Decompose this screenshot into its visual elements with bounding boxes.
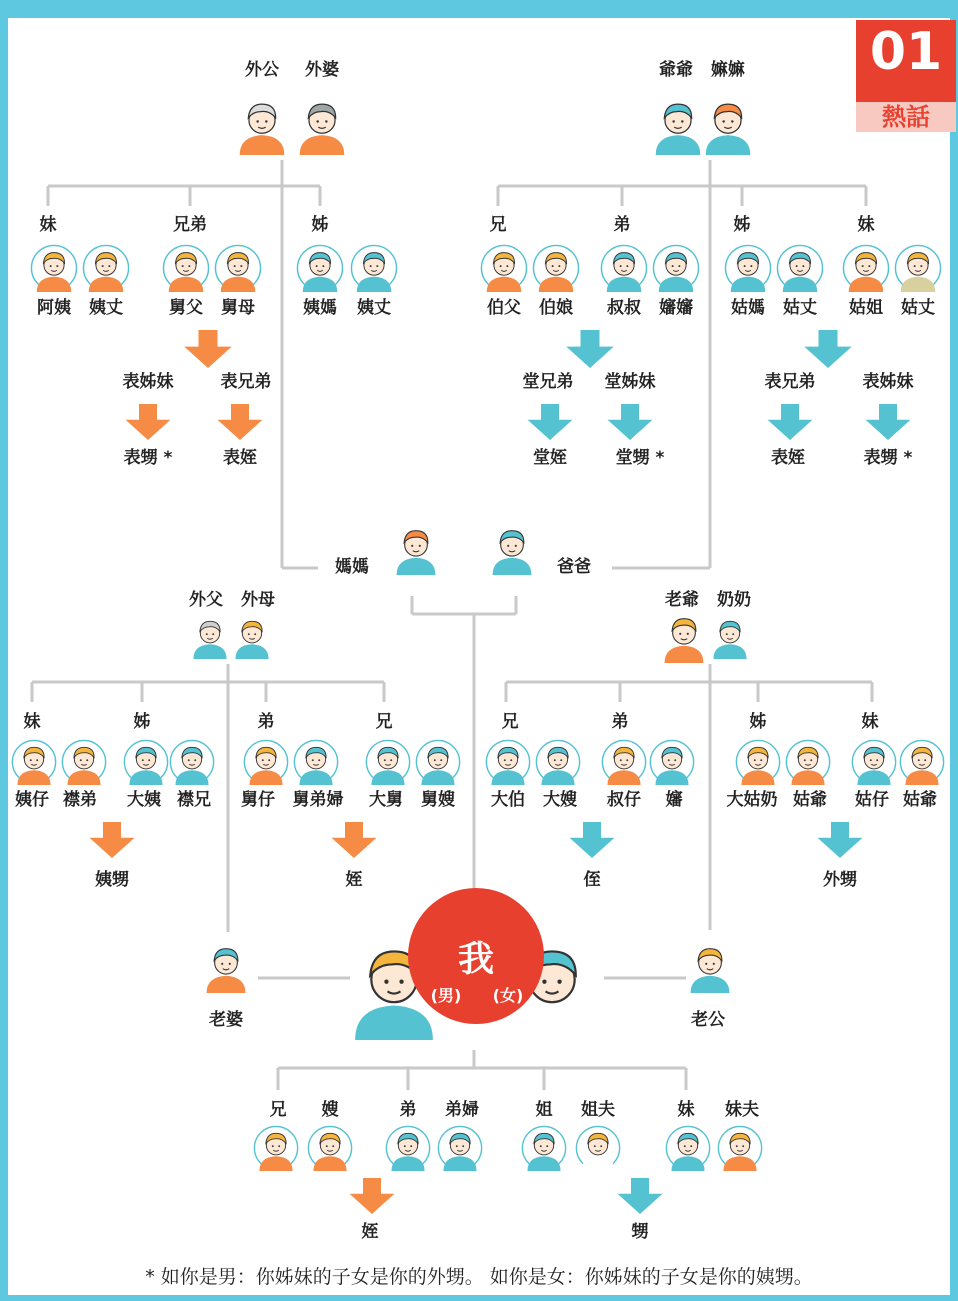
down-arrow-icon — [614, 1178, 666, 1214]
label-member: 姑丈 — [901, 298, 935, 318]
person-icon — [649, 739, 695, 785]
label-member: 姑仔 — [855, 790, 889, 810]
label-wife-mother: 外母 — [241, 590, 275, 610]
label-member: 舅仔 — [241, 790, 275, 810]
label-member: 姑媽 — [731, 298, 765, 318]
label-relation: 妹 — [23, 712, 41, 732]
person-icon — [697, 93, 759, 159]
person-icon — [162, 244, 210, 296]
label-husband: 老公 — [691, 1010, 725, 1030]
person-icon — [350, 244, 398, 296]
person-icon — [600, 244, 648, 296]
label-sibling: 弟 — [399, 1100, 417, 1120]
label-member: 大姨 — [127, 790, 161, 810]
label-member: 大伯 — [491, 790, 525, 810]
person-icon — [851, 739, 897, 789]
label-relation: 姊 — [749, 712, 767, 732]
label-me-female: (女) — [492, 986, 524, 1005]
person-icon — [521, 1125, 567, 1175]
person-icon — [665, 1125, 711, 1175]
label-cousin: 堂兄弟 — [522, 372, 574, 392]
label-member: 嬸 — [665, 790, 683, 810]
person-icon — [652, 244, 700, 292]
label-member: 叔叔 — [607, 298, 641, 318]
down-arrow-icon — [346, 1178, 398, 1214]
label-cousin-child: 表甥 * — [863, 448, 913, 468]
person-icon — [365, 739, 411, 789]
person-icon — [82, 244, 130, 292]
down-arrow-icon — [524, 404, 576, 440]
label-sibling: 姐 — [535, 1100, 553, 1120]
label-relation: 弟 — [611, 712, 629, 732]
label-sibling-spouse: 姐夫 — [581, 1100, 615, 1120]
person-icon — [291, 93, 353, 159]
person-icon — [415, 739, 461, 785]
down-arrow-icon — [181, 330, 235, 368]
person-icon — [61, 739, 107, 785]
person-icon — [785, 739, 831, 785]
label-member: 舅嫂 — [421, 790, 455, 810]
label-member: 襟弟 — [63, 790, 97, 810]
label-wife-father: 外父 — [189, 590, 223, 610]
person-icon — [229, 613, 275, 659]
label-wife: 老婆 — [209, 1010, 243, 1030]
person-icon — [735, 739, 781, 785]
label-member: 姑爺 — [793, 790, 827, 810]
person-icon — [851, 739, 897, 785]
person-icon — [415, 739, 461, 789]
down-arrow-icon — [563, 330, 617, 368]
person-icon — [199, 939, 253, 997]
label-member: 阿姨 — [37, 298, 71, 318]
person-icon — [253, 1125, 299, 1171]
person-icon — [291, 93, 353, 155]
label-relation: 姊 — [133, 712, 151, 732]
down-arrow-icon — [122, 404, 174, 440]
person-icon — [243, 739, 289, 785]
person-icon — [842, 244, 890, 292]
person-icon — [899, 739, 945, 785]
label-cousin: 堂姊妹 — [604, 372, 656, 392]
label-cousin: 表兄弟 — [220, 372, 272, 392]
label-sibling-child: 甥 — [631, 1222, 649, 1242]
person-icon — [123, 739, 169, 789]
label-relation: 兄 — [489, 215, 507, 235]
person-icon — [437, 1125, 483, 1171]
person-icon — [199, 939, 253, 993]
person-icon — [485, 739, 531, 785]
person-icon — [293, 739, 339, 789]
person-icon — [293, 739, 339, 785]
person-icon — [307, 1125, 353, 1171]
down-arrow-icon — [764, 404, 816, 440]
label-cousin-child: 表姪 — [771, 448, 805, 468]
label-member: 大嫂 — [543, 790, 577, 810]
person-icon — [575, 1125, 621, 1171]
person-icon — [707, 613, 753, 663]
person-icon — [899, 739, 945, 789]
label-me: 我 — [457, 939, 495, 980]
person-icon — [61, 739, 107, 789]
label-father: 爸爸 — [557, 557, 591, 577]
person-icon — [389, 521, 443, 579]
label-cousin: 表姊妹 — [862, 372, 914, 392]
label-maternal-grandmother: 外婆 — [305, 60, 339, 80]
person-icon — [123, 739, 169, 785]
label-sibling: 妹 — [677, 1100, 695, 1120]
label-member: 姨媽 — [303, 298, 337, 318]
label-relation: 姊 — [311, 215, 329, 235]
label-relation: 姊 — [733, 215, 751, 235]
label-member: 舅弟婦 — [292, 790, 344, 810]
person-icon — [601, 739, 647, 789]
person-icon — [894, 244, 942, 296]
person-icon — [724, 244, 772, 292]
person-icon — [307, 1125, 353, 1175]
person-icon — [296, 244, 344, 296]
person-icon — [649, 739, 695, 789]
label-member: 襟兄 — [177, 790, 211, 810]
label-me-male: (男) — [430, 986, 462, 1005]
down-arrow-icon — [862, 404, 914, 440]
person-icon — [365, 739, 411, 785]
label-sibling-child: 姪 — [361, 1222, 379, 1242]
down-arrow-icon — [566, 822, 618, 858]
person-icon — [532, 244, 580, 296]
logo-text: 熱話 — [856, 102, 956, 132]
person-icon — [717, 1125, 763, 1175]
label-paternal-grandmother: 嫲嫲 — [711, 60, 745, 80]
person-icon — [253, 1125, 299, 1175]
person-icon — [229, 613, 275, 663]
person-icon — [707, 613, 753, 659]
person-icon — [82, 244, 130, 296]
label-mother: 媽媽 — [335, 557, 369, 577]
person-icon — [601, 739, 647, 785]
label-member: 舅母 — [221, 298, 255, 318]
person-icon — [535, 739, 581, 789]
person-icon — [657, 609, 711, 667]
person-icon — [697, 93, 759, 155]
label-member: 舅父 — [169, 298, 203, 318]
person-icon — [485, 521, 539, 579]
person-icon — [683, 939, 737, 997]
label-cousin-child: 堂甥 * — [615, 448, 665, 468]
label-husband-father: 老爺 — [665, 590, 699, 610]
person-icon — [735, 739, 781, 789]
down-arrow-icon — [214, 404, 266, 440]
label-relation: 兄 — [501, 712, 519, 732]
down-arrow-icon — [86, 822, 138, 858]
footnote: * 如你是男：你姊妹的子女是你的外甥。 如你是女：你姊妹的子女是你的姨甥。 — [145, 1266, 813, 1288]
person-icon — [724, 244, 772, 296]
label-member: 姨丈 — [357, 298, 391, 318]
label-relation: 妹 — [39, 215, 57, 235]
person-icon — [350, 244, 398, 292]
person-icon — [11, 739, 57, 785]
person-icon — [389, 521, 443, 575]
person-icon — [717, 1125, 763, 1171]
person-icon — [480, 244, 528, 296]
label-member: 大舅 — [369, 790, 403, 810]
person-icon — [30, 244, 78, 296]
label-member: 嬸嬸 — [659, 298, 693, 318]
label-cousin-child: 堂姪 — [533, 448, 567, 468]
person-icon — [214, 244, 262, 292]
person-icon — [600, 244, 648, 292]
label-sibling-spouse: 嫂 — [321, 1100, 339, 1120]
down-arrow-icon — [328, 822, 380, 858]
label-relation: 弟 — [613, 215, 631, 235]
person-icon — [296, 244, 344, 292]
person-icon — [894, 244, 942, 292]
person-icon — [385, 1125, 431, 1171]
label-member: 叔仔 — [607, 790, 641, 810]
label-sibling-spouse: 弟婦 — [445, 1100, 479, 1120]
person-icon — [657, 609, 711, 663]
label-nephew: 姪 — [345, 870, 363, 890]
label-cousin-child: 表姪 — [223, 448, 257, 468]
person-icon — [437, 1125, 483, 1175]
person-icon — [776, 244, 824, 292]
label-relation: 兄 — [375, 712, 393, 732]
label-member: 姑爺 — [903, 790, 937, 810]
down-arrow-icon — [604, 404, 656, 440]
person-icon — [385, 1125, 431, 1175]
person-icon — [665, 1125, 711, 1171]
person-icon — [480, 244, 528, 292]
person-icon — [187, 613, 233, 659]
label-sibling-spouse: 妹夫 — [725, 1100, 759, 1120]
person-icon — [169, 739, 215, 789]
label-cousin-child: 表甥 * — [123, 448, 173, 468]
label-nephew: 姨甥 — [95, 870, 129, 890]
down-arrow-icon — [801, 330, 855, 368]
logo-number: 01 — [869, 22, 943, 82]
person-icon — [683, 939, 737, 993]
label-relation: 弟 — [257, 712, 275, 732]
label-sibling: 兄 — [269, 1100, 287, 1120]
person-icon — [521, 1125, 567, 1171]
person-icon — [776, 244, 824, 296]
person-icon — [532, 244, 580, 292]
person-icon — [243, 739, 289, 789]
person-icon — [187, 613, 233, 663]
label-maternal-grandfather: 外公 — [245, 60, 279, 80]
person-icon — [169, 739, 215, 785]
label-cousin: 表兄弟 — [764, 372, 816, 392]
label-member: 姨仔 — [15, 790, 49, 810]
label-member: 大姑奶 — [726, 790, 778, 810]
label-member: 伯娘 — [539, 298, 573, 318]
label-cousin: 表姊妹 — [122, 372, 174, 392]
person-icon — [535, 739, 581, 785]
person-icon — [231, 93, 293, 155]
person-icon — [785, 739, 831, 789]
person-icon — [485, 739, 531, 789]
person-icon — [30, 244, 78, 292]
person-icon — [485, 521, 539, 575]
person-icon — [575, 1125, 621, 1175]
label-relation: 妹 — [857, 215, 875, 235]
logo — [856, 20, 956, 131]
label-relation: 兄弟 — [173, 215, 207, 235]
label-member: 姨丈 — [89, 298, 123, 318]
label-nephew: 侄 — [583, 870, 601, 890]
person-icon — [11, 739, 57, 789]
label-relation: 妹 — [861, 712, 879, 732]
person-icon — [162, 244, 210, 292]
label-husband-mother: 奶奶 — [717, 590, 751, 610]
label-paternal-grandfather: 爺爺 — [659, 60, 693, 80]
person-icon — [842, 244, 890, 296]
person-icon — [214, 244, 262, 296]
person-icon — [652, 244, 700, 296]
label-member: 姑丈 — [783, 298, 817, 318]
label-member: 姑姐 — [849, 298, 883, 318]
label-nephew: 外甥 — [823, 870, 857, 890]
down-arrow-icon — [814, 822, 866, 858]
logo-mark — [856, 20, 956, 102]
person-icon — [231, 93, 293, 159]
label-member: 伯父 — [487, 298, 521, 318]
